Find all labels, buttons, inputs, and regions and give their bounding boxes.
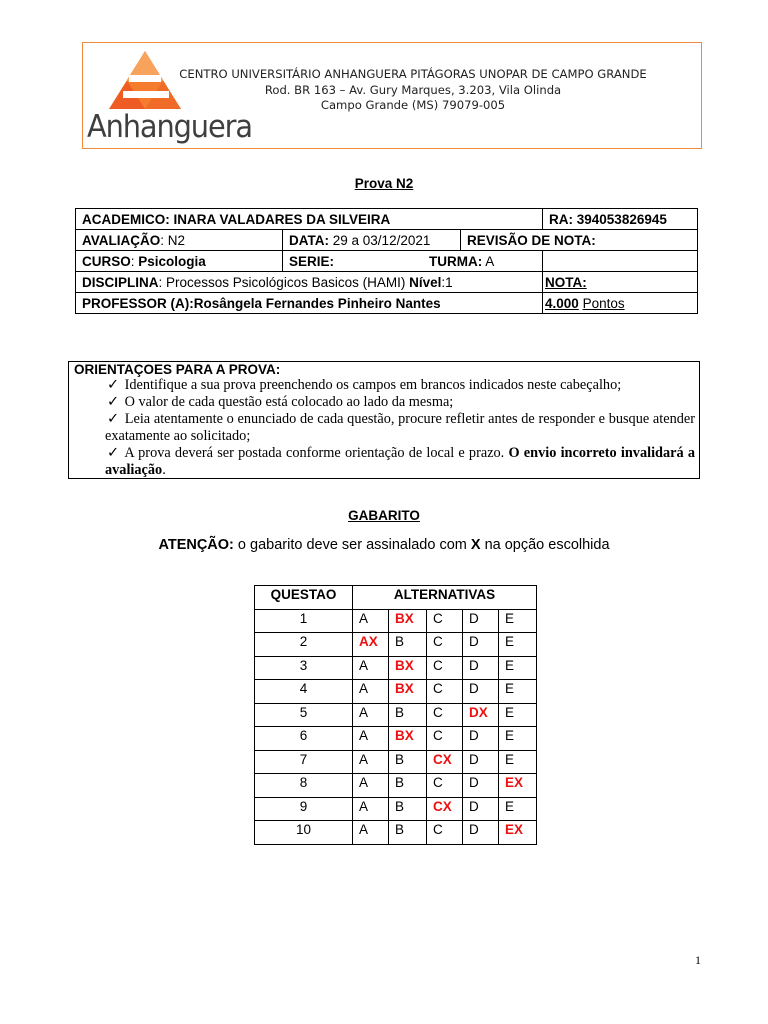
instructions-title: ORIENTAÇOES PARA A PROVA:: [74, 362, 281, 377]
answer-row: [255, 633, 537, 657]
check-icon: ✓: [107, 377, 119, 393]
check-icon: ✓: [107, 394, 119, 410]
exam-title: Prova N2: [354, 176, 414, 191]
question-number: 6: [255, 727, 353, 751]
question-number: 1: [255, 609, 353, 633]
option: A: [353, 680, 389, 704]
answer-row: [255, 656, 537, 680]
option: A: [353, 750, 389, 774]
option: D: [463, 750, 499, 774]
city-line: Campo Grande (MS) 79079-005: [320, 98, 506, 112]
avaliacao-cell: AVALIAÇÃO: N2: [76, 230, 283, 251]
option: E: [499, 797, 537, 821]
answer-row: [255, 821, 537, 845]
option: B: [389, 774, 427, 798]
page-number: 1: [695, 953, 701, 967]
answer-row: [255, 727, 537, 751]
question-number: 10: [255, 821, 353, 845]
option: D: [463, 609, 499, 633]
address-line: Rod. BR 163 – Av. Gury Marques, 3.203, Vila Olinda: [264, 82, 562, 97]
option: D: [463, 680, 499, 704]
disciplina-cell: DISCIPLINA: Processos Psicológicos Basicos (HAMI) Nível:1: [76, 272, 543, 293]
option: B: [389, 703, 427, 727]
answer-key-table: [254, 585, 537, 845]
option: A: [353, 821, 389, 845]
instruction-item: ✓ O valor de cada questão está colocado ao lado da mesma;: [107, 394, 454, 410]
serie-cell: SERIE:: [283, 251, 543, 272]
option: D: [463, 797, 499, 821]
question-number: 3: [255, 656, 353, 680]
table-header-row: [255, 586, 537, 610]
answer-row: [255, 609, 537, 633]
logo-wordmark: Anhanguera: [87, 109, 252, 145]
option: E: [499, 656, 537, 680]
option: D: [463, 774, 499, 798]
option: C: [427, 821, 463, 845]
check-icon: ✓: [107, 411, 119, 427]
option: E: [499, 703, 537, 727]
question-number: 8: [255, 774, 353, 798]
marked-option: CX: [427, 750, 463, 774]
option: C: [427, 609, 463, 633]
option: D: [463, 821, 499, 845]
instruction-item: ✓ Leia atentamente o enunciado de cada questão, procure refletir antes de responder e busque atender exatamente ao solicitado;: [105, 411, 695, 444]
marked-option: CX: [427, 797, 463, 821]
institution-name: CENTRO UNIVERSITÁRIO ANHANGUERA PITÁGORAS UNOPAR DE CAMPO GRANDE: [179, 67, 647, 81]
marked-option: EX: [499, 821, 537, 845]
student-info-table: [75, 208, 698, 314]
option: D: [463, 727, 499, 751]
instruction-item: ✓ Identifique a sua prova preenchendo os campos em brancos indicados neste cabeçalho;: [107, 377, 622, 393]
option: D: [463, 656, 499, 680]
data-cell: DATA: 29 a 03/12/2021: [283, 230, 461, 251]
marked-option: BX: [389, 680, 427, 704]
option: C: [427, 774, 463, 798]
gabarito-title: GABARITO: [348, 508, 420, 523]
marked-option: BX: [389, 727, 427, 751]
professor-cell: PROFESSOR (A):Rosângela Fernandes Pinheiro Nantes: [76, 293, 543, 314]
option: C: [427, 680, 463, 704]
answer-row: [255, 680, 537, 704]
option: E: [499, 633, 537, 657]
option: A: [353, 656, 389, 680]
ra-cell: RA: 394053826945: [543, 209, 698, 230]
marked-option: BX: [389, 656, 427, 680]
answer-row: [255, 797, 537, 821]
option: C: [427, 727, 463, 751]
question-number: 9: [255, 797, 353, 821]
header-questao: QUESTAO: [255, 586, 353, 610]
question-number: 2: [255, 633, 353, 657]
nota-cell: NOTA:: [543, 272, 698, 293]
pontos-cell: 4.000 Pontos: [543, 293, 698, 314]
option: B: [389, 633, 427, 657]
question-number: 5: [255, 703, 353, 727]
option: C: [427, 656, 463, 680]
option: A: [353, 609, 389, 633]
question-number: 4: [255, 680, 353, 704]
option: A: [353, 774, 389, 798]
turma-cell: TURMA: A: [543, 251, 698, 272]
exam-instructions: [68, 361, 700, 479]
option: C: [427, 633, 463, 657]
option: E: [499, 750, 537, 774]
option: B: [389, 821, 427, 845]
option: C: [427, 703, 463, 727]
option: E: [499, 727, 537, 751]
answer-row: [255, 774, 537, 798]
option: A: [353, 797, 389, 821]
instruction-item: ✓ A prova deverá ser postada conforme orientação de local e prazo. O envio incorreto invalidará a avaliação.: [105, 445, 695, 478]
option: B: [389, 797, 427, 821]
option: E: [499, 609, 537, 633]
answer-row: [255, 750, 537, 774]
option: A: [353, 727, 389, 751]
academico-cell: ACADEMICO: INARA VALADARES DA SILVEIRA: [76, 209, 543, 230]
institution-address: [163, 67, 663, 114]
marked-option: BX: [389, 609, 427, 633]
option: B: [389, 750, 427, 774]
attention-note: ATENÇÃO: o gabarito deve ser assinalado com X na opção escolhida: [158, 537, 610, 553]
institution-header: [82, 42, 702, 149]
curso-cell: CURSO: Psicologia: [76, 251, 283, 272]
marked-option: AX: [353, 633, 389, 657]
question-number: 7: [255, 750, 353, 774]
option: E: [499, 680, 537, 704]
marked-option: EX: [499, 774, 537, 798]
option: D: [463, 633, 499, 657]
check-icon: ✓: [107, 445, 119, 461]
answer-row: [255, 703, 537, 727]
marked-option: DX: [463, 703, 499, 727]
header-alternativas: ALTERNATIVAS: [353, 586, 537, 610]
revisao-cell: REVISÃO DE NOTA:: [461, 230, 698, 251]
option: A: [353, 703, 389, 727]
